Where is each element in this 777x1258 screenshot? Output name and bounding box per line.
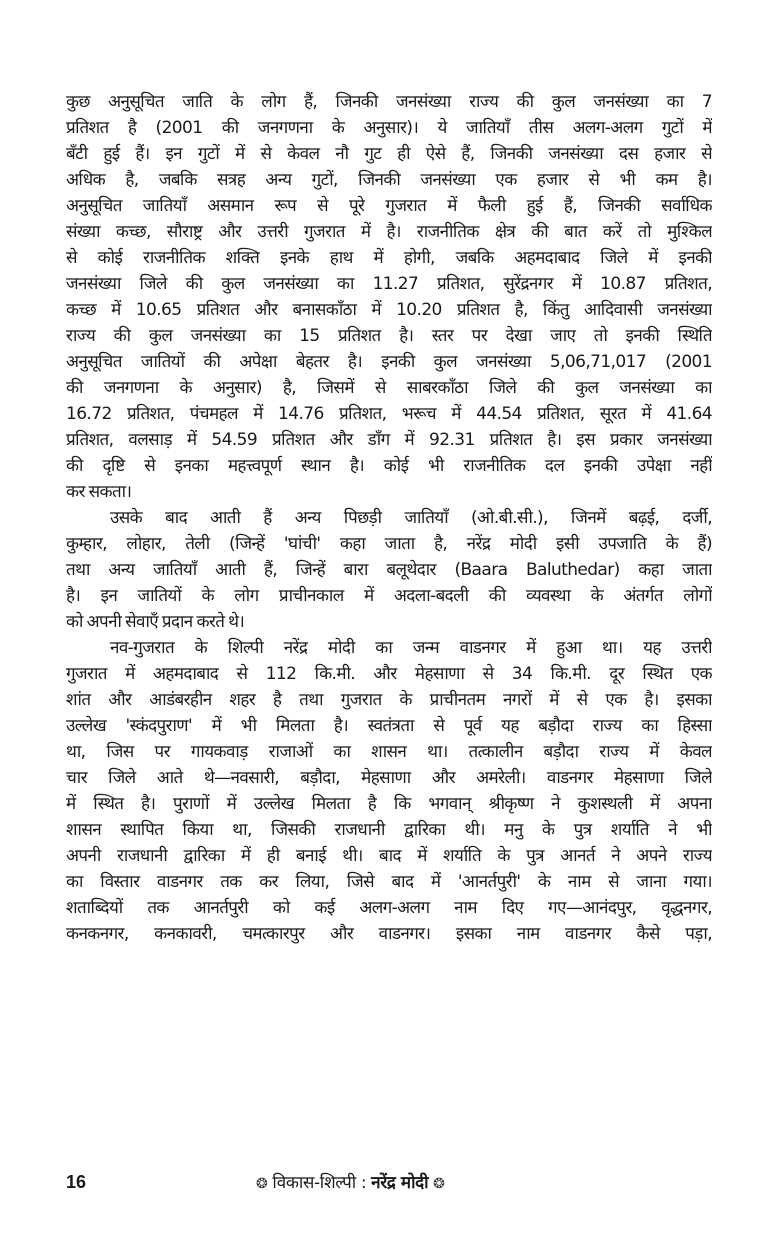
paragraph [66,89,712,505]
text-line: अपनी राजधानी द्वारिका में ही बनाई थी। बाद में शर्याति के पुत्र आनर्त ने अपने राज्य [66,846,712,866]
running-title [256,1170,444,1193]
text-line: कर सकता। [66,482,132,502]
text-line: शताब्दियों तक आनर्तपुरी को कई अलग-अलग नाम दिए गए—आनंदपुर, वृद्धनगर, [66,898,712,918]
text-line: अधिक है, जबकि सत्रह अन्य गुटों, जिनकी जनसंख्या एक हजार से भी कम है। [66,170,712,190]
text-line: प्रतिशत, वलसाड़ में 54.59 प्रतिशत और डाँग में 92.31 प्रतिशत है। इस प्रकार जनसंख्या [66,430,712,450]
text-line: संख्या कच्छ, सौराष्ट्र और उत्तरी गुजरात में है। राजनीतिक क्षेत्र की बात करें तो मुश्किल [66,222,712,242]
text-line: कनकनगर, कनकावरी, चमत्कारपुर और वाडनगर। इसका नाम वाडनगर कैसे पड़ा, [66,924,712,944]
text-line: बँटी हुई हैं। इन गुटों में से केवल नौ गुट ही ऐसे हैं, जिनकी जनसंख्या दस हजार से [66,144,712,164]
text-line: से कोई राजनीतिक शक्ति इनके हाथ में होगी, जबकि अहमदाबाद जिले में इनकी [66,248,712,268]
flower-ornament-icon: ❂ [433,1176,445,1192]
text-line: राज्य की कुल जनसंख्या का 15 प्रतिशत है। स्तर पर देखा जाए तो इनकी स्थिति [66,326,712,346]
text-line: की दृष्टि से इनका महत्त्वपूर्ण स्थान है। कोई भी राजनीतिक दल इनकी उपेक्षा नहीं [66,456,712,476]
text-line: का विस्तार वाडनगर तक कर लिया, जिसे बाद में 'आनर्तपुरी' के नाम से जाना गया। [66,872,712,892]
text-line: 16.72 प्रतिशत, पंचमहल में 14.76 प्रतिशत, भरूच में 44.54 प्रतिशत, सूरत में 41.64 [66,404,712,424]
text-line: को अपनी सेवाएँ प्रदान करते थे। [66,612,245,632]
text-line: चार जिले आते थे—नवसारी, बड़ौदा, मेहसाणा और अमरेली। वाडनगर मेहसाणा जिले [66,768,712,788]
page-body [66,89,712,947]
page-footer [66,1168,712,1198]
text-line: में स्थित है। पुराणों में उल्लेख मिलता है कि भगवान् श्रीकृष्ण ने कुशस्थली में अपना [66,794,712,814]
text-line: प्रतिशत है (2001 की जनगणना के अनुसार)। ये जातियाँ तीस अलग-अलग गुटों में [66,118,712,138]
text-line: था, जिस पर गायकवाड़ राजाओं का शासन था। तत्कालीन बड़ौदा राज्य में केवल [66,742,712,762]
text-line: है। इन जातियों के लोग प्राचीनकाल में अदला-बदली की व्यवस्था के अंतर्गत लोगों [66,586,712,606]
flower-ornament-icon: ❂ [256,1176,268,1192]
running-title-name: नरेंद्र मोदी [371,1173,429,1193]
paragraph [66,505,712,635]
text-line: जनसंख्या जिले की कुल जनसंख्या का 11.27 प्रतिशत, सुरेंद्रनगर में 10.87 प्रतिशत, [66,274,712,294]
text-line: कच्छ में 10.65 प्रतिशत और बनासकाँठा में 10.20 प्रतिशत है, किंतु आदिवासी जनसंख्या [66,300,712,320]
text-line: की जनगणना के अनुसार) है, जिसमें से साबरकाँठा जिले की कुल जनसंख्या का [66,378,712,398]
text-line: अनुसूचित जातियाँ असमान रूप से पूरे गुजरात में फैली हुई हैं, जिनकी सर्वाधिक [66,196,712,216]
text-line: कुछ अनुसूचित जाति के लोग हैं, जिनकी जनसंख्या राज्य की कुल जनसंख्या का 7 [66,92,712,112]
text-line: अनुसूचित जातियों की अपेक्षा बेहतर है। इनकी कुल जनसंख्या 5,06,71,017 (2001 [66,352,712,372]
text-line: शासन स्थापित किया था, जिसकी राजधानी द्वारिका थी। मनु के पुत्र शर्याति ने भी [66,820,712,840]
text-line: शांत और आडंबरहीन शहर है तथा गुजरात के प्राचीनतम नगरों में से एक है। इसका [66,690,712,710]
page-number: 16 [66,1172,87,1192]
text-line: उल्लेख 'स्कंदपुराण' में भी मिलता है। स्वतंत्रता से पूर्व यह बड़ौदा राज्य का हिस्सा [66,716,712,736]
text-line: गुजरात में अहमदाबाद से 112 कि.मी. और मेहसाणा से 34 कि.मी. दूर स्थित एक [66,664,712,684]
text-line: कुम्हार, लोहार, तेली (जिन्हें 'घांची' कहा जाता है, नरेंद्र मोदी इसी उपजाति के हैं) [66,534,712,554]
text-line: तथा अन्य जातियाँ आती हैं, जिन्हें बारा बलूथेदार (Baara Baluthedar) कहा जाता [66,560,712,580]
text-line: उसके बाद आती हैं अन्य पिछड़ी जातियाँ (ओ.बी.सी.), जिनमें बढ़ई, दर्जी, [110,508,712,528]
text-line: नव-गुजरात के शिल्पी नरेंद्र मोदी का जन्म वाडनगर में हुआ था। यह उत्तरी [110,638,712,658]
paragraph [66,635,712,947]
running-title-prefix: विकास-शिल्पी : [272,1173,367,1193]
